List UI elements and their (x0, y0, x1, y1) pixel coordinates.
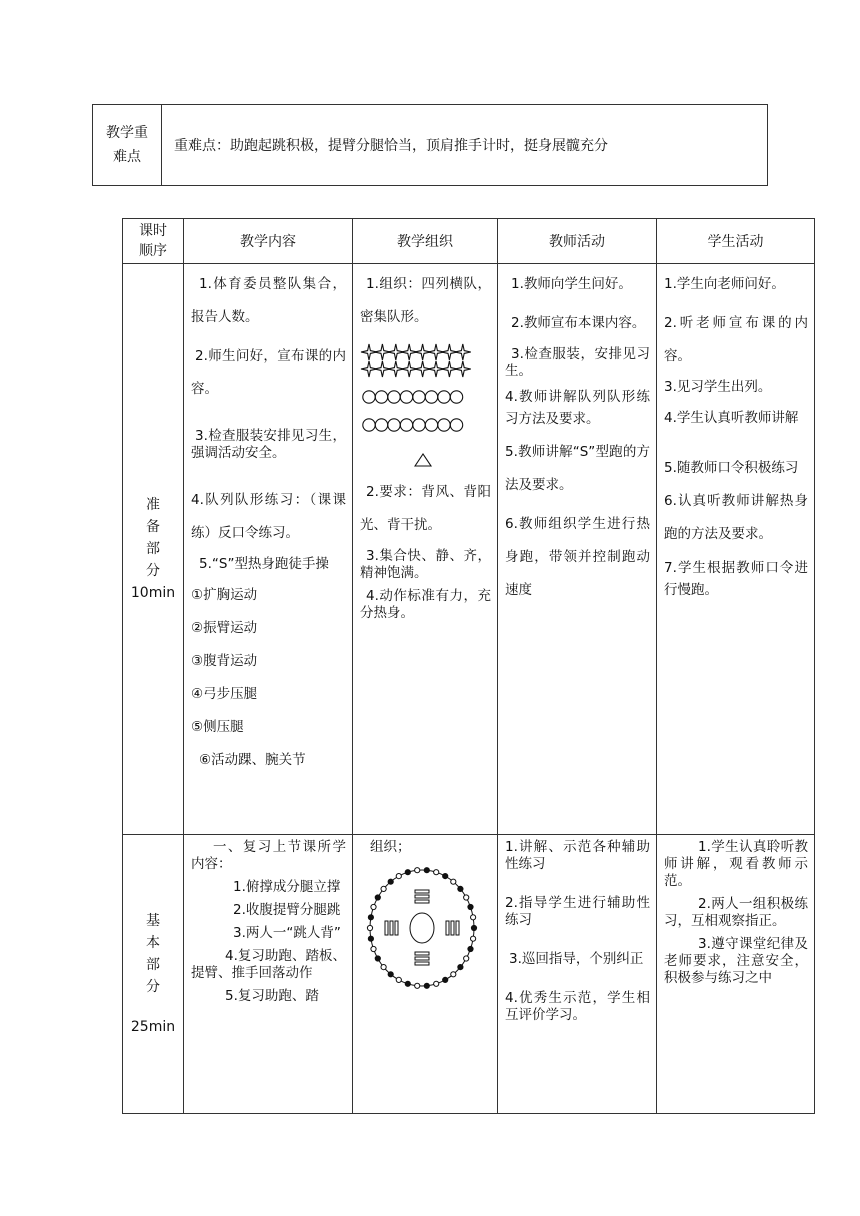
header-content: 教学内容 (184, 219, 353, 264)
key-points-label: 教学重难点 (93, 105, 162, 186)
student-dot-mark (464, 895, 469, 900)
student-dot-mark (471, 925, 476, 930)
equipment-mark (415, 895, 429, 898)
student-circle-mark (388, 419, 400, 431)
student-dot-mark (396, 977, 401, 982)
section-row-basic (123, 835, 815, 1114)
student-dot-mark (458, 886, 463, 891)
basic-organization: 组织； (353, 835, 498, 1114)
formation-diagram (360, 340, 490, 470)
prep-organization: 1.组织：四列横队，密集队形。 2.要求：背风、背阳光、背干扰。 3.集合快、静、齐，精神饱满。 4.动作标准有力，充分热身。 (353, 264, 498, 835)
equipment-mark (415, 957, 429, 960)
student-dot-mark (368, 915, 373, 920)
student-circle-mark (413, 419, 425, 431)
section-row-preparation (123, 264, 815, 835)
student-dot-mark (434, 870, 439, 875)
circle-formation-diagram (360, 862, 490, 992)
student-dot-mark (468, 946, 473, 951)
equipment-mark (415, 890, 429, 893)
student-dot-mark (471, 936, 476, 941)
student-dot-mark (367, 925, 372, 930)
student-dot-mark (368, 936, 373, 941)
student-dot-mark (388, 879, 393, 884)
section-time: 25min (130, 1019, 176, 1035)
header-student: 学生活动 (657, 219, 815, 264)
student-circle-mark (388, 391, 400, 403)
basic-content: 一、复习上节课所学内容： 1.俯撑成分腿立撑 2.收腹提臂分腿跳 3.两人一“跳人背” 4.复习助跑、踏板、提臂、推手回落动作 5.复习助跑、踏 (184, 835, 353, 1114)
section-time: 10min (130, 585, 176, 601)
student-dot-mark (443, 874, 448, 879)
student-circle-mark (413, 391, 425, 403)
equipment-mark (456, 921, 459, 935)
student-dot-mark (375, 956, 380, 961)
student-dot-mark (371, 904, 376, 909)
key-points-table (92, 104, 768, 186)
student-circle-mark (400, 391, 412, 403)
prep-teacher: 1.教师向学生问好。 2.教师宣布本课内容。 3.检查服装，安排见习生。 4.教师讲解队列队形练习方法及要求。 5.教师讲解“S”型跑的方法及要求。 6.教师组织学生进行热身跑，带领并控制跑动速度 (498, 264, 657, 835)
basic-student: 1.学生认真聆听教师讲解，观看教师示范。 2.两人一组积极练习，互相观察指正。 3.遵守课堂纪律及老师要求，注意安全，积极参与练习之中 (657, 835, 815, 1114)
equipment-mark (415, 952, 429, 955)
student-dot-mark (424, 868, 429, 873)
equipment-mark (415, 900, 429, 903)
student-dot-mark (415, 868, 420, 873)
section-name-preparation: 准 备 部 分 10min (123, 264, 184, 835)
student-circle-mark (363, 391, 375, 403)
prep-student: 1.学生向老师问好。 2.听老师宣布课的内容。 3.见习学生出列。 4.学生认真听教师讲解 5.随教师口令积极练习 6.认真听教师讲解热身跑的方法及要求。 7.学生根据教师口令进行慢跑。 (657, 264, 815, 835)
student-circle-mark (450, 419, 462, 431)
student-circle-mark (425, 419, 437, 431)
student-dot-mark (405, 981, 410, 986)
student-circle-mark (450, 391, 462, 403)
prep-content: 1.体育委员整队集合，报告人数。 2.师生问好，宣布课的内容。 3.检查服装安排见习生，强调活动安全。 4.队列队形练习：（课课练）反口令练习。 5.“S”型热身跑徒手操 ①扩胸运动 ②振臂运动 ③腹背运动 ④弓步压腿 ⑤侧压腿 ⑥活动踝、腕关节 (184, 264, 353, 835)
student-dot-mark (371, 946, 376, 951)
student-dot-mark (451, 879, 456, 884)
student-dot-mark (458, 965, 463, 970)
student-circle-mark (363, 419, 375, 431)
header-row (123, 219, 815, 264)
student-dot-mark (381, 965, 386, 970)
student-circle-mark (438, 419, 450, 431)
equipment-mark (385, 921, 388, 935)
equipment-mark (395, 921, 398, 935)
key-points-value: 重难点：助跑起跳积极，提臂分腿恰当，顶肩推手计时，挺身展髋充分 (162, 105, 768, 186)
student-dot-mark (464, 956, 469, 961)
student-circle-mark (375, 419, 387, 431)
basic-teacher: 1.讲解、示范各种辅助性练习 2.指导学生进行辅助性练习 3.巡回指导，个别纠正 4.优秀生示范，学生相互评价学习。 (498, 835, 657, 1114)
student-dot-mark (396, 874, 401, 879)
student-dot-mark (388, 972, 393, 977)
student-dot-mark (381, 886, 386, 891)
student-dot-mark (451, 972, 456, 977)
student-star-mark (455, 344, 471, 360)
student-dot-mark (443, 977, 448, 982)
student-dot-mark (375, 895, 380, 900)
student-dot-mark (405, 870, 410, 875)
header-organization: 教学组织 (353, 219, 498, 264)
equipment-mark (390, 921, 393, 935)
header-teacher: 教师活动 (498, 219, 657, 264)
student-circle-mark (375, 391, 387, 403)
section-name-basic: 基 本 部 分 25min (123, 835, 184, 1114)
student-circle-mark (400, 419, 412, 431)
student-dot-mark (471, 915, 476, 920)
student-dot-mark (424, 983, 429, 988)
student-dot-mark (434, 981, 439, 986)
equipment-mark (451, 921, 454, 935)
student-star-mark (455, 361, 471, 377)
student-dot-mark (468, 904, 473, 909)
teacher-triangle-mark (415, 454, 431, 466)
student-circle-mark (425, 391, 437, 403)
center-mat (410, 913, 434, 943)
student-circle-mark (438, 391, 450, 403)
header-order: 课时顺序 (123, 219, 184, 264)
equipment-mark (446, 921, 449, 935)
equipment-mark (415, 962, 429, 965)
lesson-plan-table (122, 218, 815, 1114)
student-dot-mark (415, 983, 420, 988)
